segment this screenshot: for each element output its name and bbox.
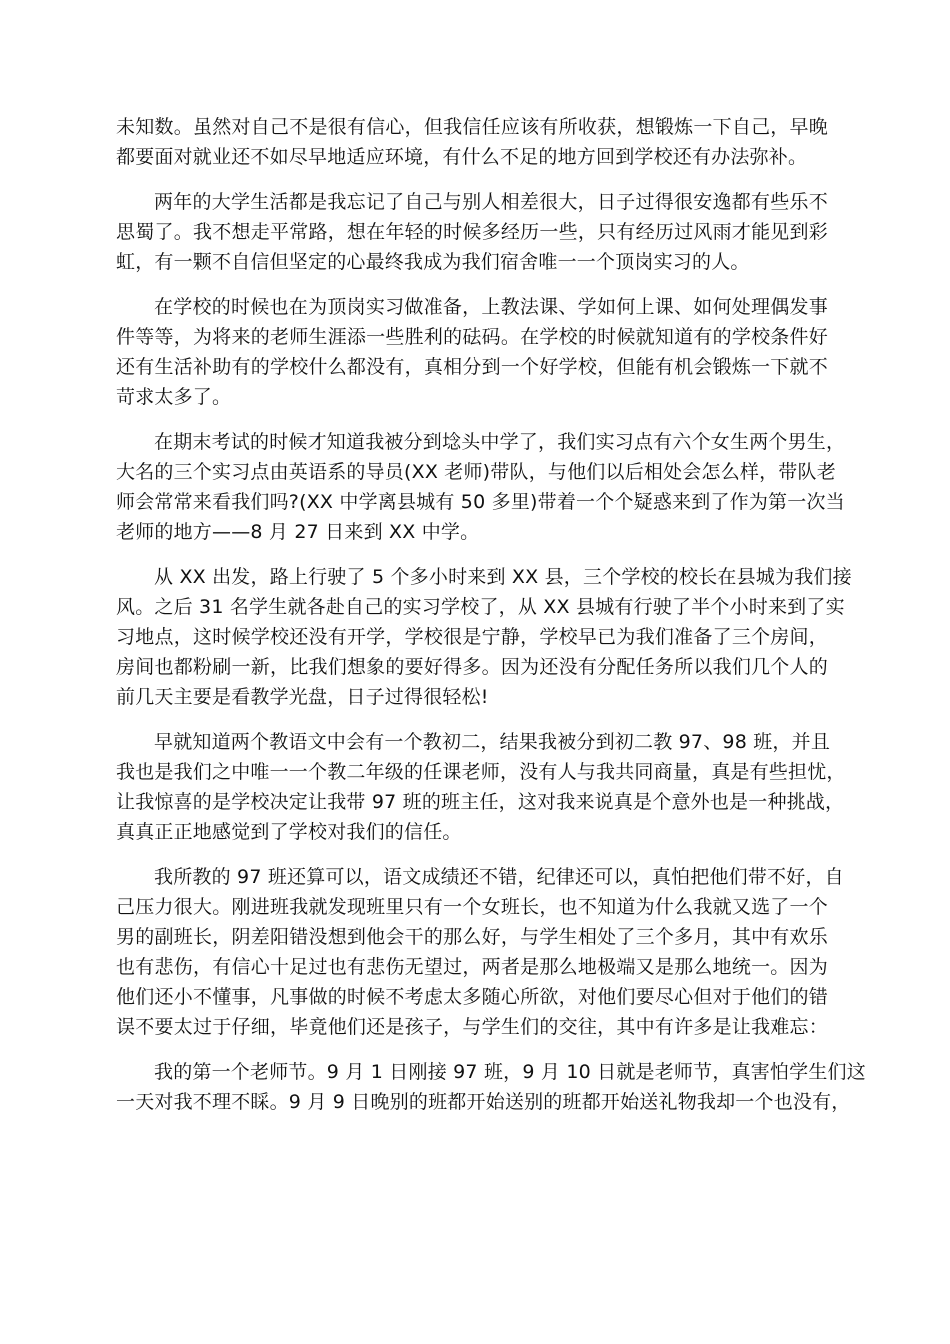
paragraph bbox=[116, 1057, 866, 1117]
text-line: 在学校的时候也在为顶岗实习做准备，上教法课、学如何上课、如何处理偶发事 bbox=[154, 296, 828, 318]
text-line: 两年的大学生活都是我忘记了自己与别人相差很大，日子过得很安逸都有些乐不 bbox=[154, 191, 828, 213]
text-line: 我所教的 97 班还算可以，语文成绩还不错，纪律还可以，真怕把他们带不好，自 bbox=[154, 866, 844, 888]
text-line: 早就知道两个教语文中会有一个教初二，结果我被分到初二教 97、98 班，并且 bbox=[154, 731, 831, 753]
text-line: 也有悲伤，有信心十足过也有悲伤无望过，两者是那么地极端又是那么地统一。因为 bbox=[116, 956, 828, 978]
text-line: 我的第一个老师节。9 月 1 日刚接 97 班，9 月 10 日就是老师节，真害怕学生们这 bbox=[154, 1061, 866, 1083]
text-line: 习地点，这时候学校还没有开学，学校很是宁静，学校早已为我们准备了三个房间， bbox=[116, 626, 828, 648]
text-line: 他们还小不懂事，凡事做的时候不考虑太多随心所欲，对他们要尽心但对于他们的错 bbox=[116, 986, 828, 1008]
text-line: 真真正正地感觉到了学校对我们的信任。 bbox=[116, 821, 462, 843]
paragraph bbox=[116, 112, 828, 172]
text-line: 在期末考试的时候才知道我被分到埝头中学了，我们实习点有六个女生两个男生， bbox=[154, 431, 846, 453]
text-line: 虹，有一颗不自信但坚定的心最终我成为我们宿舍唯一一个顶岗实习的人。 bbox=[116, 251, 750, 273]
document-body bbox=[116, 112, 866, 1132]
text-line: 己压力很大。刚进班我就发现班里只有一个女班长，也不知道为什么我就又选了一个 bbox=[116, 896, 828, 918]
paragraph bbox=[116, 187, 828, 277]
text-line: 未知数。虽然对自己不是很有信心，但我信任应该有所收获，想锻炼一下自己，早晚 bbox=[116, 116, 828, 138]
text-line: 都要面对就业还不如尽早地适应环境，有什么不足的地方回到学校还有办法弥补。 bbox=[116, 146, 808, 168]
text-line: 思蜀了。我不想走平常路，想在年轻的时候多经历一些，只有经历过风雨才能见到彩 bbox=[116, 221, 828, 243]
text-line: 从 XX 出发，路上行驶了 5 个多小时来到 XX 县，三个学校的校长在县城为我们接 bbox=[154, 566, 852, 588]
text-line: 我也是我们之中唯一一个教二年级的任课老师，没有人与我共同商量，真是有些担忧， bbox=[116, 761, 846, 783]
paragraph bbox=[116, 727, 846, 847]
text-line: 大名的三个实习点由英语系的导员(XX 老师)带队，与他们以后相处会怎么样，带队老 bbox=[116, 461, 836, 483]
text-line: 件等等，为将来的老师生涯添一些胜利的砝码。在学校的时候就知道有的学校条件好 bbox=[116, 326, 828, 348]
text-line: 男的副班长，阴差阳错没想到他会干的那么好，与学生相处了三个多月，其中有欢乐 bbox=[116, 926, 828, 948]
text-line: 苛求太多了。 bbox=[116, 386, 232, 408]
paragraph bbox=[116, 427, 846, 547]
text-line: 房间也都粉刷一新，比我们想象的要好得多。因为还没有分配任务所以我们几个人的 bbox=[116, 656, 828, 678]
text-line: 前几天主要是看教学光盘，日子过得很轻松! bbox=[116, 686, 489, 708]
text-line: 风。之后 31 名学生就各赴自己的实习学校了，从 XX 县城有行驶了半个小时来到了实 bbox=[116, 596, 845, 618]
paragraph bbox=[116, 862, 844, 1042]
text-line: 让我惊喜的是学校决定让我带 97 班的班主任，这对我来说真是个意外也是一种挑战， bbox=[116, 791, 845, 813]
text-line: 老师的地方——8 月 27 日来到 XX 中学。 bbox=[116, 521, 480, 543]
paragraph bbox=[116, 292, 828, 412]
text-line: 一天对我不理不睬。9 月 9 日晚别的班都开始送别的班都开始送礼物我却一个也没有， bbox=[116, 1091, 851, 1113]
text-line: 师会常常来看我们吗?(XX 中学离县城有 50 多里)带着一个个疑惑来到了作为第一次当 bbox=[116, 491, 845, 513]
text-line: 误不要太过于仔细，毕竟他们还是孩子，与学生们的交往，其中有许多是让我难忘： bbox=[116, 1016, 828, 1038]
paragraph bbox=[116, 562, 852, 712]
text-line: 还有生活补助有的学校什么都没有，真相分到一个好学校，但能有机会锻炼一下就不 bbox=[116, 356, 828, 378]
